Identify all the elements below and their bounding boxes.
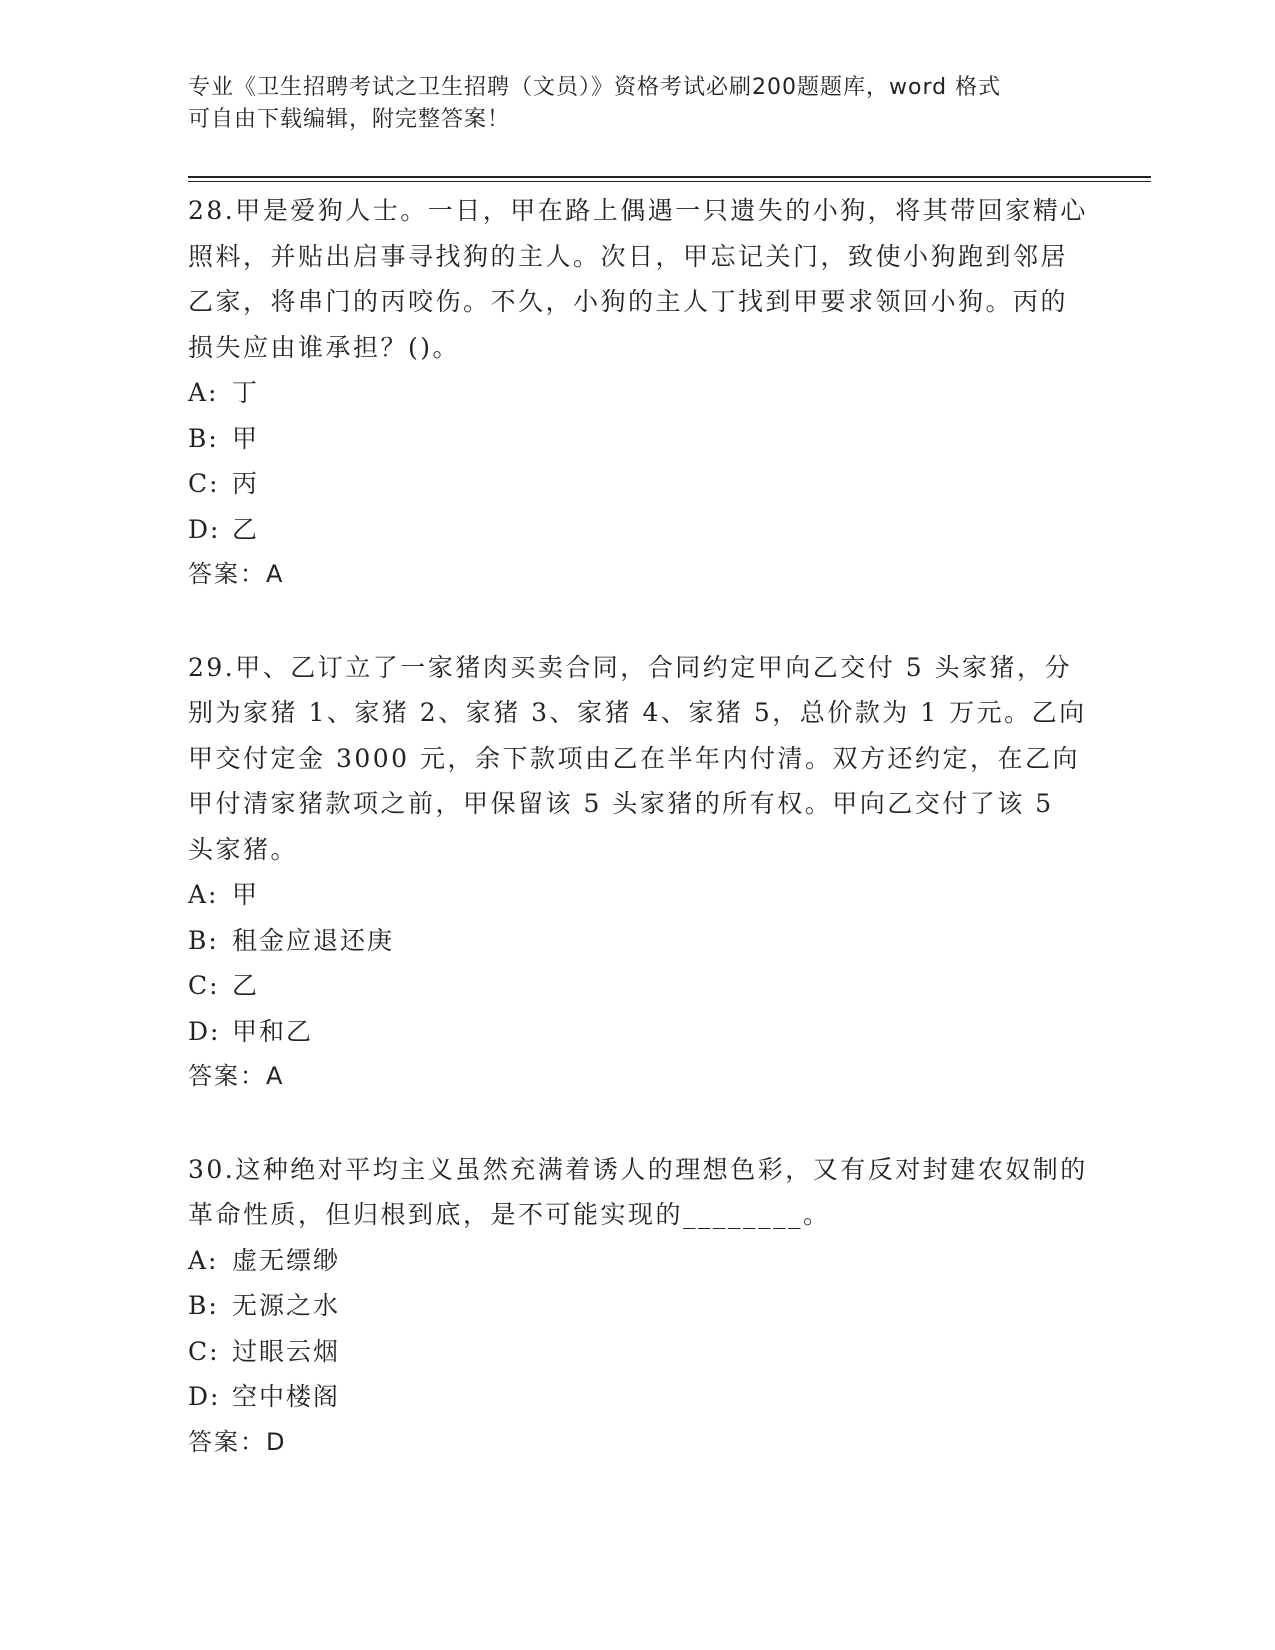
header-line-2: 可自由下载编辑，附完整答案！: [188, 107, 511, 132]
answer-line: 答案：A: [188, 560, 285, 588]
option-text: 空中楼阁: [232, 1382, 341, 1411]
answer-line: 答案：A: [188, 1062, 285, 1090]
option-letter: D:: [188, 1382, 221, 1411]
option-text: 过眼云烟: [232, 1336, 341, 1366]
option-letter: B:: [188, 925, 219, 955]
option-b: [188, 918, 1088, 964]
option-letter: A:: [188, 880, 219, 909]
option-d: [188, 1009, 1088, 1055]
question-30: [188, 1147, 1088, 1466]
header-line-1: 专业《卫生招聘考试之卫生招聘（文员）》资格考试必刷200题题库，word 格式: [188, 75, 1002, 100]
option-text: 乙: [232, 971, 260, 1000]
question-stem: 28.甲是爱狗人士。一日，甲在路上偶遇一只遗失的小狗，将其带回家精心照料，并贴出启事寻找狗的主人。次日，甲忘记关门，致使小狗跑到邻居乙家，将串门的丙咬伤。不久，小狗的主人丁找到甲要求领回小狗。丙的损失应由谁承担？()。: [188, 196, 1088, 362]
option-text: 丁: [232, 378, 260, 407]
option-letter: C:: [188, 971, 220, 1000]
answer-line: 答案：D: [188, 1427, 287, 1456]
option-text: 乙: [232, 514, 260, 544]
question-list: [188, 188, 1088, 1465]
option-a: [188, 872, 1088, 918]
header-divider-thin: [188, 181, 1151, 182]
option-text: 甲: [232, 423, 260, 453]
question-29: [188, 645, 1088, 1100]
option-letter: D:: [188, 1016, 221, 1046]
option-text: 虚无缥缈: [232, 1245, 341, 1275]
option-text: 甲: [232, 880, 260, 909]
option-letter: A:: [188, 378, 219, 407]
option-c: [188, 963, 1088, 1009]
option-a: [188, 370, 1088, 416]
header-divider-thick: [188, 176, 1151, 178]
question-stem: 30.这种绝对平均主义虽然充满着诱人的理想色彩，又有反对封建农奴制的革命性质，但归根到底，是不可能实现的________。: [188, 1154, 1088, 1229]
option-text: 丙: [232, 469, 260, 498]
option-text: 甲和乙: [232, 1016, 314, 1046]
page-header: [188, 72, 1088, 136]
option-c: [188, 461, 1088, 507]
option-letter: C:: [188, 1336, 220, 1366]
option-b: [188, 416, 1088, 462]
option-a: [188, 1238, 1088, 1284]
option-letter: C:: [188, 469, 220, 498]
option-letter: D:: [188, 514, 221, 544]
option-letter: B:: [188, 423, 219, 453]
option-b: [188, 1283, 1088, 1329]
option-letter: A:: [188, 1245, 219, 1275]
option-d: [188, 1374, 1088, 1420]
option-text: 租金应退还庚: [232, 925, 395, 955]
option-letter: B:: [188, 1291, 219, 1320]
option-text: 无源之水: [232, 1291, 341, 1320]
question-28: [188, 188, 1088, 598]
option-c: [188, 1329, 1088, 1375]
option-d: [188, 507, 1088, 553]
question-stem: 29.甲、乙订立了一家猪肉买卖合同，合同约定甲向乙交付 5 头家猪，分别为家猪 1、家猪 2、家猪 3、家猪 4、家猪 5，总价款为 1 万元。乙向甲交付定金 3000 元，余下款项由乙在半年内付清。双方还约定，在乙向甲付清家猪款项之前，甲保留该 5 头家猪的所有权。甲向乙交付了该 5 头家猪。: [188, 652, 1087, 864]
